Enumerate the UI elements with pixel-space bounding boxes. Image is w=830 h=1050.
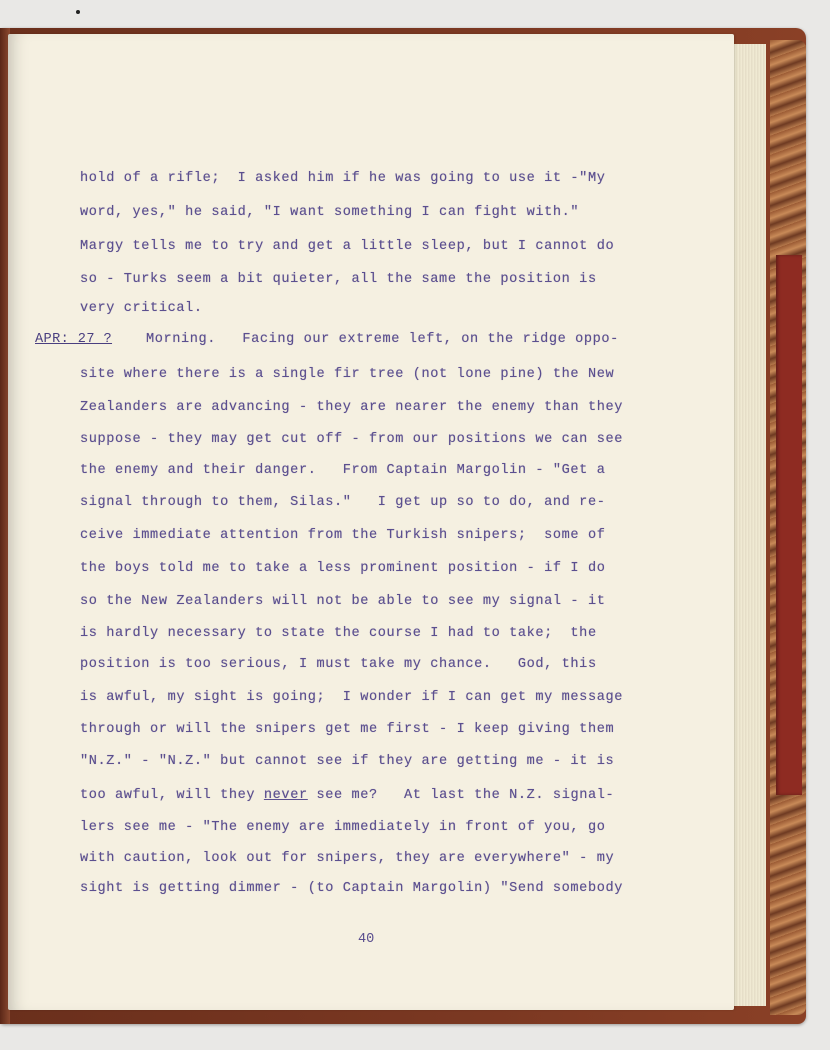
text-line: site where there is a single fir tree (not lone pine) the New (80, 367, 615, 382)
date-label: APR: 27 ? (35, 332, 113, 347)
text-line: "N.Z." - "N.Z." but cannot see if they are getting me - it is (80, 754, 615, 769)
text-line: Zealanders are advancing - they are nearer the enemy than they (80, 400, 623, 415)
ink-dot (76, 10, 80, 14)
text-line: hold of a rifle; I asked him if he was going to use it -"My (80, 171, 606, 186)
text-line: the boys told me to take a less prominent position - if I do (80, 561, 606, 576)
page-number: 40 (358, 932, 375, 947)
text-line: sight is getting dimmer - (to Captain Margolin) "Send somebody (80, 881, 623, 896)
text-line: signal through to them, Silas." I get up so to do, and re- (80, 495, 606, 510)
text-line: through or will the snipers get me first - I keep giving them (80, 722, 615, 737)
text-fragment: see me? At last the N.Z. signal- (307, 788, 615, 803)
text-line: very critical. (80, 301, 203, 316)
text-line: the enemy and their danger. From Captain Margolin - "Get a (80, 463, 606, 478)
text-line: suppose - they may get cut off - from our positions we can see (80, 432, 623, 447)
text-line: so the New Zealanders will not be able to see my signal - it (80, 594, 606, 609)
text-line: Morning. Facing our extreme left, on the ridge oppo- (146, 332, 619, 347)
text-line: is hardly necessary to state the course I had to take; the (80, 626, 597, 641)
text-line: so - Turks seem a bit quieter, all the same the position is (80, 272, 597, 287)
text-line: Margy tells me to try and get a little sleep, but I cannot do (80, 239, 615, 254)
text-line (80, 788, 614, 803)
text-line: with caution, look out for snipers, they are everywhere" - my (80, 851, 615, 866)
text-line: word, yes," he said, "I want something I can fight with." (80, 205, 580, 220)
red-cloth-binding (776, 255, 802, 795)
text-fragment: too awful, will they (80, 788, 264, 803)
text-line: position is too serious, I must take my chance. God, this (80, 657, 597, 672)
underlined-word: never (263, 788, 308, 803)
text-line: ceive immediate attention from the Turkish snipers; some of (80, 528, 606, 543)
text-line: is awful, my sight is going; I wonder if I can get my message (80, 690, 623, 705)
text-line: lers see me - "The enemy are immediately in front of you, go (80, 820, 606, 835)
